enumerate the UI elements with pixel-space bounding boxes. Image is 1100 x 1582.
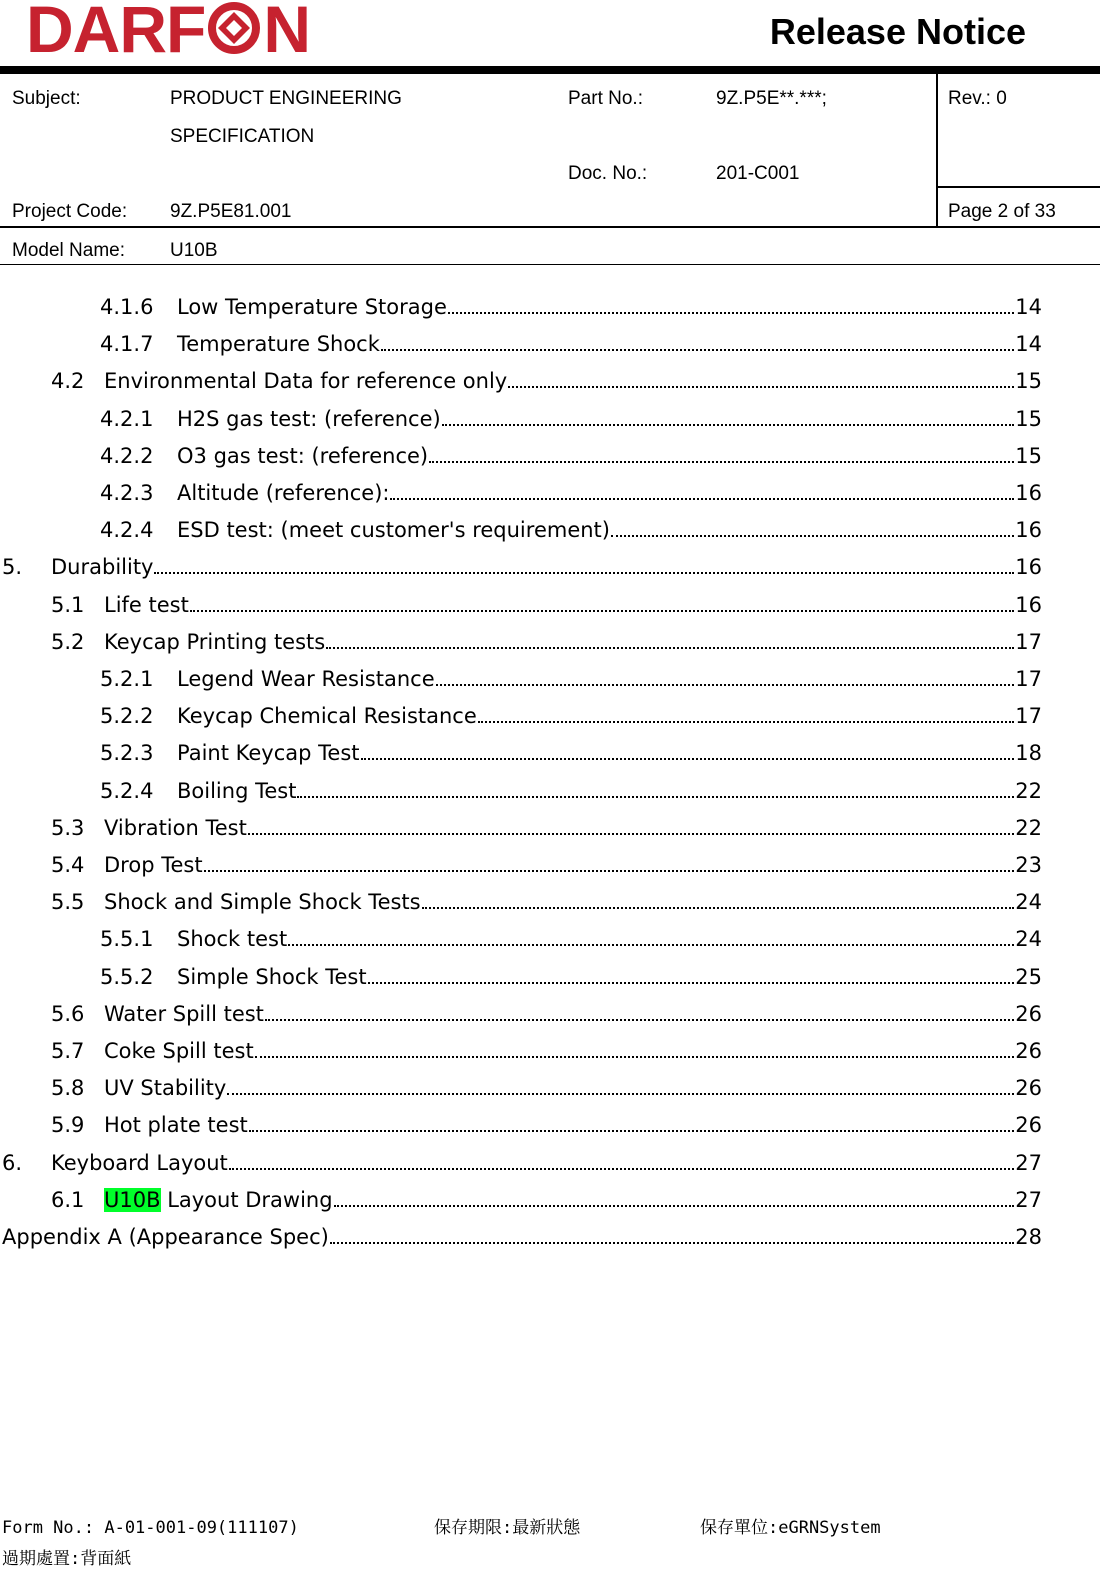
toc-dot-leader [249, 1130, 1015, 1132]
toc-entry-page: 27 [1015, 1187, 1042, 1212]
toc-entry-number: 4.2.1 [100, 406, 154, 431]
header-divider-bottom [0, 264, 1100, 265]
toc-entry-title: Altitude (reference): [177, 481, 390, 505]
disposal-note: 過期處置:背面紙 [2, 1549, 132, 1569]
toc-dot-leader [330, 1242, 1014, 1244]
header-thick-rule [0, 66, 1100, 74]
toc-entry[interactable] [100, 960, 1042, 990]
toc-entry-title: Simple Shock Test [177, 964, 367, 989]
toc-entry-page: 16 [1015, 592, 1042, 617]
toc-dot-leader [297, 796, 1014, 798]
toc-dot-leader [368, 982, 1015, 984]
toc-entry-page: 26 [1015, 1076, 1042, 1101]
header-divider-project [0, 226, 1100, 228]
toc-entry-page: 22 [1015, 815, 1042, 840]
toc-entry-title: Boiling Test [177, 778, 297, 803]
toc-entry[interactable] [100, 922, 1042, 952]
toc-entry-title: Paint Keycap Test [177, 741, 360, 766]
toc-entry-page: 27 [1015, 1150, 1042, 1175]
header-divider-rev [936, 186, 1100, 188]
toc-dot-leader [288, 944, 1014, 946]
toc-entry-page: 17 [1015, 629, 1042, 654]
toc-entry[interactable] [100, 439, 1042, 469]
toc-entry-page: 24 [1015, 927, 1042, 952]
toc-entry-title: Low Temperature Storage [177, 295, 447, 319]
toc-entry-page: 14 [1015, 332, 1042, 357]
toc-entry[interactable] [100, 662, 1042, 692]
toc-entry-number: 5.6 [51, 1001, 85, 1026]
logo-text-right: N [263, 0, 310, 66]
toc-entry-page: 26 [1015, 1039, 1042, 1063]
toc-entry-page: 16 [1015, 555, 1042, 580]
toc-entry-title: UV Stability [104, 1076, 227, 1101]
toc-entry-number: 4.2.3 [100, 481, 154, 505]
toc-entry-page: 15 [1015, 443, 1042, 468]
toc-dot-leader [334, 1205, 1015, 1207]
toc-entry-title: Appendix A (Appearance Spec) [2, 1225, 329, 1249]
toc-entry-title-text: Layout Drawing [167, 1187, 333, 1212]
toc-entry-number: 5.2.1 [100, 667, 154, 691]
toc-dot-leader [442, 424, 1015, 426]
toc-entry-title: Life test [104, 592, 189, 617]
toc-entry[interactable] [51, 885, 1042, 915]
toc-entry-title: Keycap Chemical Resistance [177, 704, 477, 729]
toc-entry-number: 4.1.6 [100, 295, 154, 319]
toc-dot-leader [204, 870, 1015, 872]
toc-entry[interactable] [100, 402, 1042, 432]
toc-entry-number: 5.8 [51, 1076, 85, 1101]
doc-no-value: 201-C001 [716, 163, 800, 184]
toc-dot-leader [429, 461, 1014, 463]
toc-entry[interactable] [100, 327, 1042, 357]
toc-entry-title: Vibration Test [104, 815, 247, 840]
toc-dot-leader [448, 312, 1014, 314]
toc-dot-leader [326, 647, 1014, 649]
toc-entry[interactable] [100, 736, 1042, 766]
model-name-label: Model Name: [12, 240, 125, 261]
toc-entry-number: 5.3 [51, 815, 85, 840]
retention-period: 保存期限:最新狀態 [434, 1518, 581, 1538]
toc-entry-page: 15 [1015, 369, 1042, 394]
toc-entry-page: 23 [1015, 853, 1042, 877]
toc-entry[interactable] [51, 811, 1042, 841]
subject-value-line-2: SPECIFICATION [170, 126, 315, 147]
toc-entry-title: Legend Wear Resistance [177, 667, 435, 691]
toc-entry-page: 18 [1015, 741, 1042, 766]
toc-entry-page: 26 [1015, 1113, 1042, 1138]
toc-entry[interactable] [51, 848, 1042, 878]
toc-entry-page: 15 [1015, 406, 1042, 431]
toc-entry[interactable] [51, 1108, 1042, 1138]
toc-entry-number: 5. [2, 555, 23, 580]
toc-entry-page: 14 [1015, 295, 1042, 319]
highlighted-model-name: U10B [104, 1187, 161, 1212]
model-name-value: U10B [170, 240, 218, 261]
toc-entry-number: 4.2.2 [100, 443, 154, 468]
subject-value-line-1: PRODUCT ENGINEERING [170, 88, 402, 109]
header-divider-vertical [936, 74, 938, 228]
toc-entry-number: 5.7 [51, 1039, 85, 1063]
toc-entry-number: 4.2 [51, 369, 85, 394]
toc-entry-page: 22 [1015, 778, 1042, 803]
toc-entry-title: Shock and Simple Shock Tests [104, 890, 421, 915]
toc-entry-number: 5.5.1 [100, 927, 154, 952]
toc-entry-title [104, 1187, 333, 1213]
toc-entry-number: 5.9 [51, 1113, 85, 1138]
toc-entry-number: 5.2 [51, 629, 85, 654]
toc-entry-number: 5.5 [51, 890, 85, 915]
toc-entry-title: ESD test: (meet customer's requirement) [177, 518, 610, 543]
toc-dot-leader [422, 907, 1015, 909]
toc-entry-title: O3 gas test: (reference) [177, 443, 429, 468]
toc-entry[interactable] [51, 1034, 1042, 1064]
toc-entry-page: 26 [1015, 1001, 1042, 1026]
toc-entry-title: Drop Test [104, 853, 203, 877]
page-number: Page 2 of 33 [948, 201, 1056, 222]
toc-entry-page: 16 [1015, 518, 1042, 543]
toc-entry-title: Shock test [177, 927, 288, 952]
toc-entry-number: 5.5.2 [100, 964, 154, 989]
toc-dot-leader [227, 1093, 1014, 1095]
toc-dot-leader [611, 535, 1014, 537]
toc-entry[interactable] [51, 1183, 1042, 1213]
document-title: Release Notice [769, 11, 1026, 52]
toc-dot-leader [478, 721, 1015, 723]
logo-text-left: DARF [26, 0, 206, 66]
toc-entry-title: Durability [51, 555, 154, 580]
toc-entry[interactable] [2, 1220, 1042, 1250]
part-no-value: 9Z.P5E**.***; [716, 88, 827, 109]
toc-entry-title: Keyboard Layout [51, 1150, 228, 1175]
toc-entry-page: 16 [1015, 481, 1042, 505]
revision-label: Rev.: 0 [948, 88, 1007, 109]
toc-entry-title: Environmental Data for reference only [104, 369, 508, 394]
toc-dot-leader [361, 758, 1015, 760]
toc-entry[interactable] [51, 625, 1042, 655]
toc-entry-title: Temperature Shock [177, 332, 380, 357]
company-logo [26, 0, 310, 66]
toc-entry-number: 6. [2, 1150, 23, 1175]
toc-entry-number: 5.2.2 [100, 704, 154, 729]
doc-no-label: Doc. No.: [568, 163, 648, 184]
toc-entry-page: 28 [1015, 1225, 1042, 1249]
toc-entry[interactable] [100, 290, 1042, 320]
toc-entry-number: 4.2.4 [100, 518, 154, 543]
toc-dot-leader [436, 684, 1015, 686]
toc-entry-number: 6.1 [51, 1187, 85, 1212]
toc-entry[interactable] [51, 1071, 1042, 1101]
toc-dot-leader [229, 1168, 1014, 1170]
toc-dot-leader [390, 498, 1014, 500]
toc-entry-title: Hot plate test [104, 1113, 248, 1138]
part-no-label: Part No.: [568, 88, 643, 109]
toc-dot-leader [265, 1019, 1014, 1021]
toc-entry-page: 25 [1015, 964, 1042, 989]
toc-entry-number: 4.1.7 [100, 332, 154, 357]
toc-entry-title: H2S gas test: (reference) [177, 406, 441, 431]
toc-dot-leader [190, 610, 1014, 612]
toc-entry-number: 5.2.4 [100, 778, 154, 803]
toc-entry[interactable] [100, 513, 1042, 543]
toc-entry-page: 17 [1015, 667, 1042, 691]
toc-entry[interactable] [2, 550, 1042, 580]
toc-dot-leader [154, 572, 1014, 574]
toc-entry[interactable] [51, 364, 1042, 394]
toc-dot-leader [255, 1056, 1015, 1058]
subject-label: Subject: [12, 88, 81, 109]
toc-entry[interactable] [100, 774, 1042, 804]
toc-entry-title: Keycap Printing tests [104, 629, 326, 654]
toc-entry[interactable] [2, 1146, 1042, 1176]
toc-entry-number: 5.4 [51, 853, 85, 877]
toc-entry[interactable] [100, 699, 1042, 729]
toc-dot-leader [381, 349, 1014, 351]
toc-entry-page: 24 [1015, 890, 1042, 915]
toc-entry-title: Coke Spill test [104, 1039, 254, 1063]
toc-entry-number: 5.2.3 [100, 741, 154, 766]
form-number: Form No.: A-01-001-09(111107) [2, 1518, 299, 1538]
toc-entry[interactable] [51, 997, 1042, 1027]
toc-dot-leader [248, 833, 1014, 835]
toc-dot-leader [508, 386, 1014, 388]
toc-entry-number: 5.1 [51, 592, 85, 617]
logo-diamond-o-icon [207, 1, 261, 55]
project-code-value: 9Z.P5E81.001 [170, 201, 292, 222]
toc-entry-page: 17 [1015, 704, 1042, 729]
project-code-label: Project Code: [12, 201, 128, 222]
toc-entry[interactable] [100, 476, 1042, 506]
toc-entry[interactable] [51, 588, 1042, 618]
retention-unit: 保存單位:eGRNSystem [700, 1518, 881, 1538]
toc-entry-title: Water Spill test [104, 1001, 264, 1026]
